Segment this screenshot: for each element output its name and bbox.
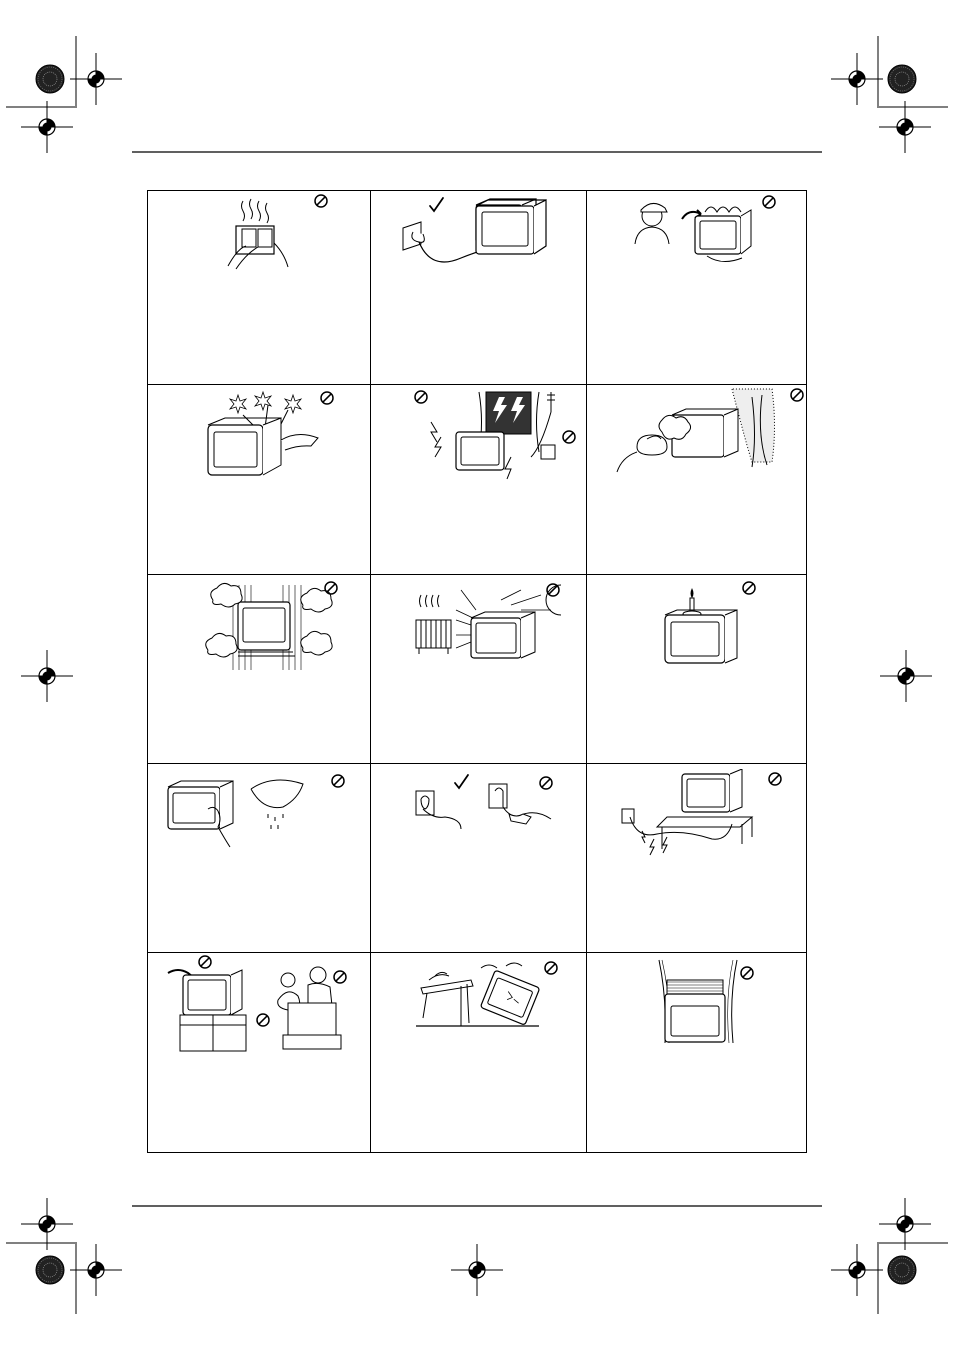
lightning-storm-illustration <box>401 387 581 487</box>
cell-overheated-outlet <box>148 191 371 385</box>
cell-damaged-cord <box>587 764 806 953</box>
registration-mark-bottom-center <box>451 1244 503 1296</box>
registration-mark-top-left <box>6 36 122 153</box>
children-climbing-illustration <box>158 955 368 1055</box>
cell-cleaning-cloth <box>148 764 371 953</box>
objects-on-tv-illustration <box>657 958 787 1053</box>
safety-illustration-grid <box>147 190 807 1153</box>
registration-mark-bottom-right <box>831 1198 948 1314</box>
candle-on-tv-illustration <box>657 580 787 675</box>
cleaning-cloth-illustration <box>163 769 363 864</box>
registration-mark-top-right <box>831 36 948 153</box>
cell-tv-falling <box>371 953 587 1152</box>
tv-plugged-in-illustration <box>391 196 581 286</box>
cell-lightning-storm <box>371 385 587 575</box>
cell-objects-on-tv <box>587 953 806 1152</box>
damaged-cord-illustration <box>612 769 802 864</box>
cell-heat-sources <box>371 575 587 764</box>
registration-mark-bottom-left <box>6 1198 122 1314</box>
service-technician-illustration <box>627 194 807 284</box>
cell-candle-on-tv <box>587 575 806 764</box>
pull-plug-illustration <box>401 769 581 864</box>
registration-mark-mid-left <box>21 650 73 702</box>
cell-pull-plug <box>371 764 587 953</box>
cell-no-objects-inside <box>148 385 371 575</box>
no-objects-inside-illustration <box>203 390 363 490</box>
overheated-outlet-illustration <box>208 191 368 281</box>
heat-sources-illustration <box>411 580 581 675</box>
cell-children-climbing <box>148 953 371 1152</box>
cell-moisture-steam <box>587 385 806 575</box>
cell-service-technician <box>587 191 806 385</box>
tv-falling-illustration <box>411 958 581 1053</box>
cell-tv-plugged-in <box>371 191 587 385</box>
moisture-steam-illustration <box>612 387 807 487</box>
cell-blocked-ventilation <box>148 575 371 764</box>
registration-mark-mid-right <box>880 650 932 702</box>
blocked-ventilation-illustration <box>203 580 363 675</box>
